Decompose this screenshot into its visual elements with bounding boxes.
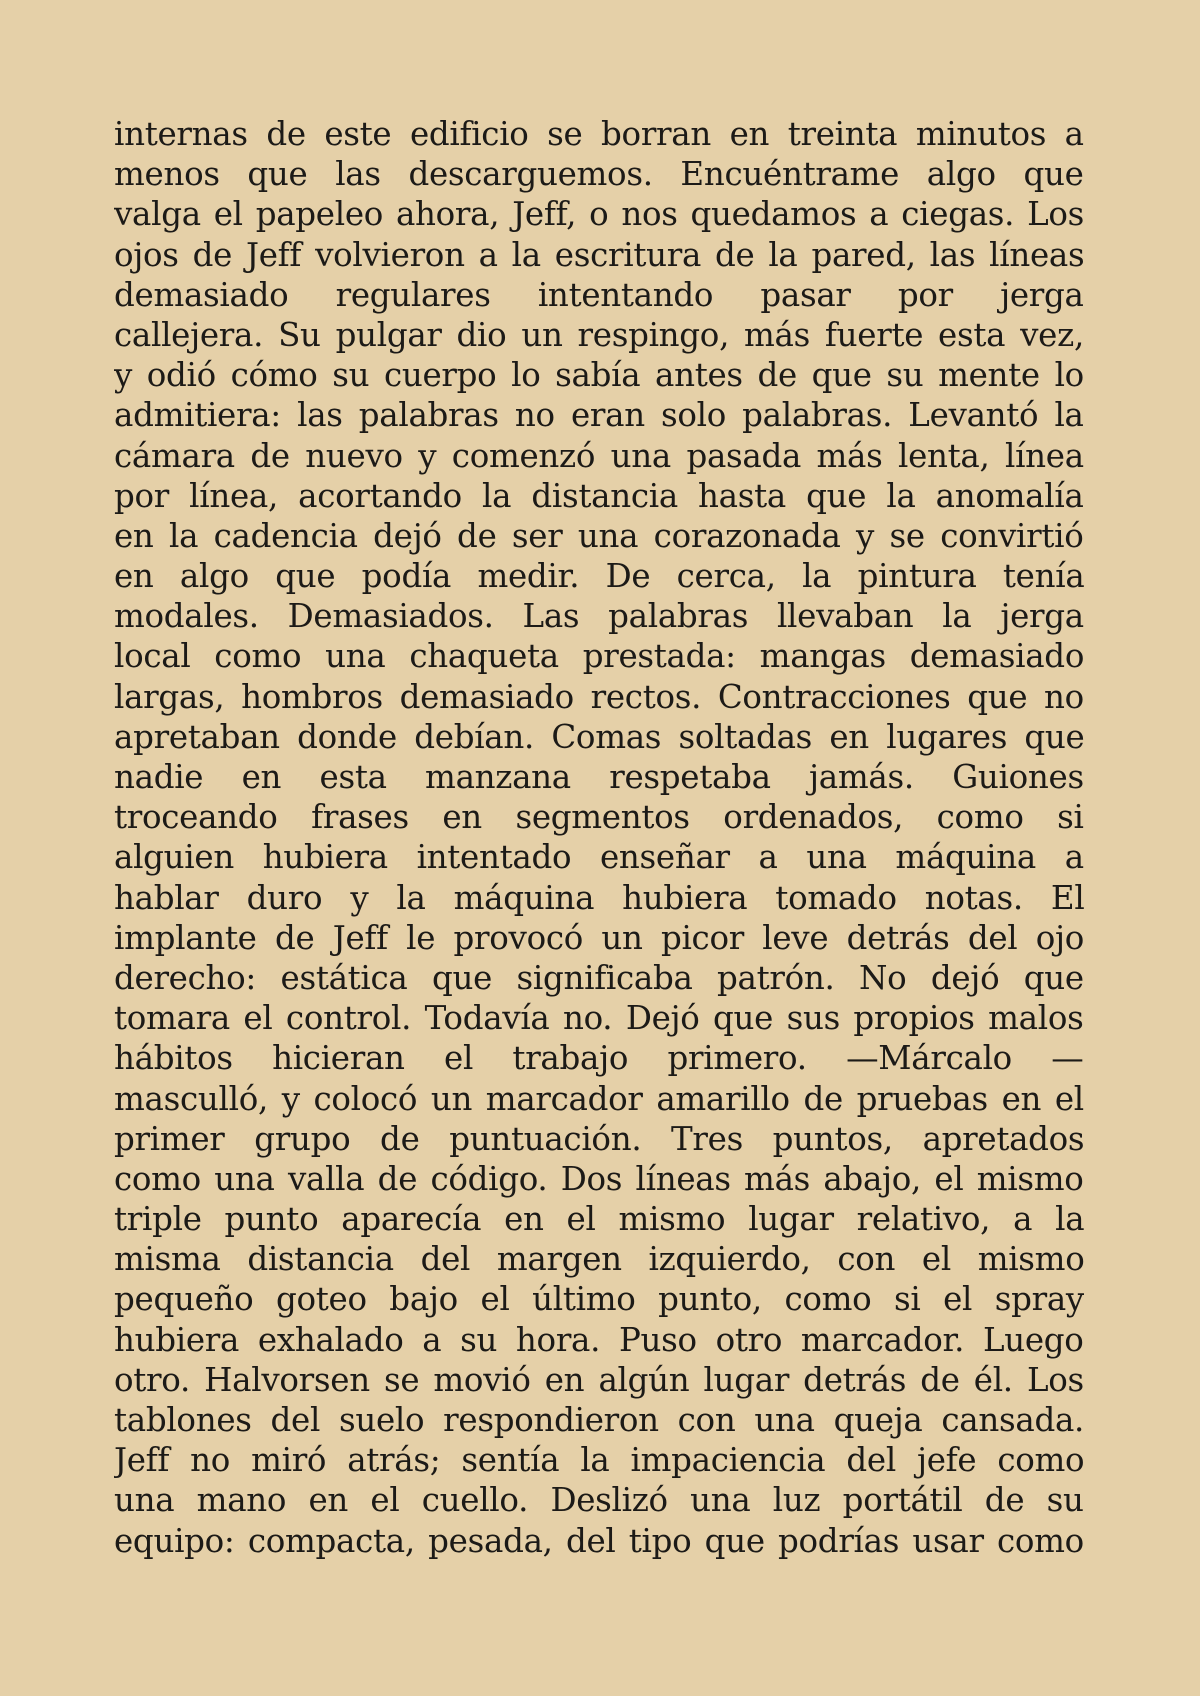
text-line: callejera. Su pulgar dio un respingo, más fuerte esta vez, — [114, 315, 1084, 354]
text-line: pequeño goteo bajo el último punto, como si el spray — [114, 1280, 1084, 1319]
text-line: valga el papeleo ahora, Jeff, o nos quedamos a ciegas. Los — [114, 195, 1084, 234]
text-line: admitiera: las palabras no eran solo palabras. Levantó la — [114, 396, 1084, 435]
text-line: en algo que podía medir. De cerca, la pintura tenía — [114, 557, 1084, 596]
text-line: tomara el control. Todavía no. Dejó que sus propios malos — [114, 999, 1084, 1038]
text-line: misma distancia del margen izquierdo, con el mismo — [114, 1240, 1084, 1279]
text-line: equipo: compacta, pesada, del tipo que podrías usar como — [114, 1521, 1084, 1560]
text-line: ojos de Jeff volvieron a la escritura de la pared, las líneas — [114, 235, 1084, 274]
text-line: implante de Jeff le provocó un picor leve detrás del ojo — [114, 918, 1084, 957]
text-line: Jeff no miró atrás; sentía la impaciencia del jefe como — [114, 1441, 1084, 1480]
text-line: hablar duro y la máquina hubiera tomado notas. El — [114, 878, 1084, 917]
text-line: cámara de nuevo y comenzó una pasada más lenta, línea — [114, 436, 1084, 475]
text-line: derecho: estática que significaba patrón. No dejó que — [114, 958, 1084, 997]
text-line: menos que las descarguemos. Encuéntrame algo que — [114, 155, 1084, 194]
text-line: hubiera exhalado a su hora. Puso otro marcador. Luego — [114, 1320, 1084, 1359]
text-line: y odió cómo su cuerpo lo sabía antes de que su mente lo — [114, 356, 1084, 395]
text-line: en la cadencia dejó de ser una corazonada y se convirtió — [114, 516, 1084, 555]
text-line: hábitos hicieran el trabajo primero. —Márcalo — — [114, 1039, 1084, 1078]
text-line: masculló, y colocó un marcador amarillo de pruebas en el — [114, 1079, 1084, 1118]
text-line: local como una chaqueta prestada: mangas demasiado — [114, 637, 1084, 676]
text-line: apretaban donde debían. Comas soltadas en lugares que — [114, 717, 1084, 756]
text-line: primer grupo de puntuación. Tres puntos, apretados — [114, 1119, 1084, 1158]
text-line: modales. Demasiados. Las palabras llevaban la jerga — [114, 597, 1084, 636]
text-line: tablones del suelo respondieron con una queja cansada. — [114, 1401, 1084, 1439]
text-line: largas, hombros demasiado rectos. Contracciones que no — [114, 677, 1084, 716]
text-line: demasiado regulares intentando pasar por jerga — [114, 275, 1084, 314]
text-line: como una valla de código. Dos líneas más abajo, el mismo — [114, 1159, 1084, 1198]
text-line: otro. Halvorsen se movió en algún lugar detrás de él. Los — [114, 1360, 1084, 1399]
text-line: nadie en esta manzana respetaba jamás. Guiones — [114, 758, 1084, 796]
book-page-text — [114, 114, 1084, 1561]
text-line: una mano en el cuello. Deslizó una luz portátil de su — [114, 1481, 1084, 1520]
text-line: internas de este edificio se borran en treinta minutos a — [114, 115, 1084, 153]
text-line: por línea, acortando la distancia hasta que la anomalía — [114, 476, 1084, 515]
text-line: troceando frases en segmentos ordenados, como si — [114, 798, 1084, 837]
text-line: alguien hubiera intentado enseñar a una máquina a — [114, 838, 1084, 877]
text-line: triple punto aparecía en el mismo lugar relativo, a la — [114, 1200, 1084, 1239]
